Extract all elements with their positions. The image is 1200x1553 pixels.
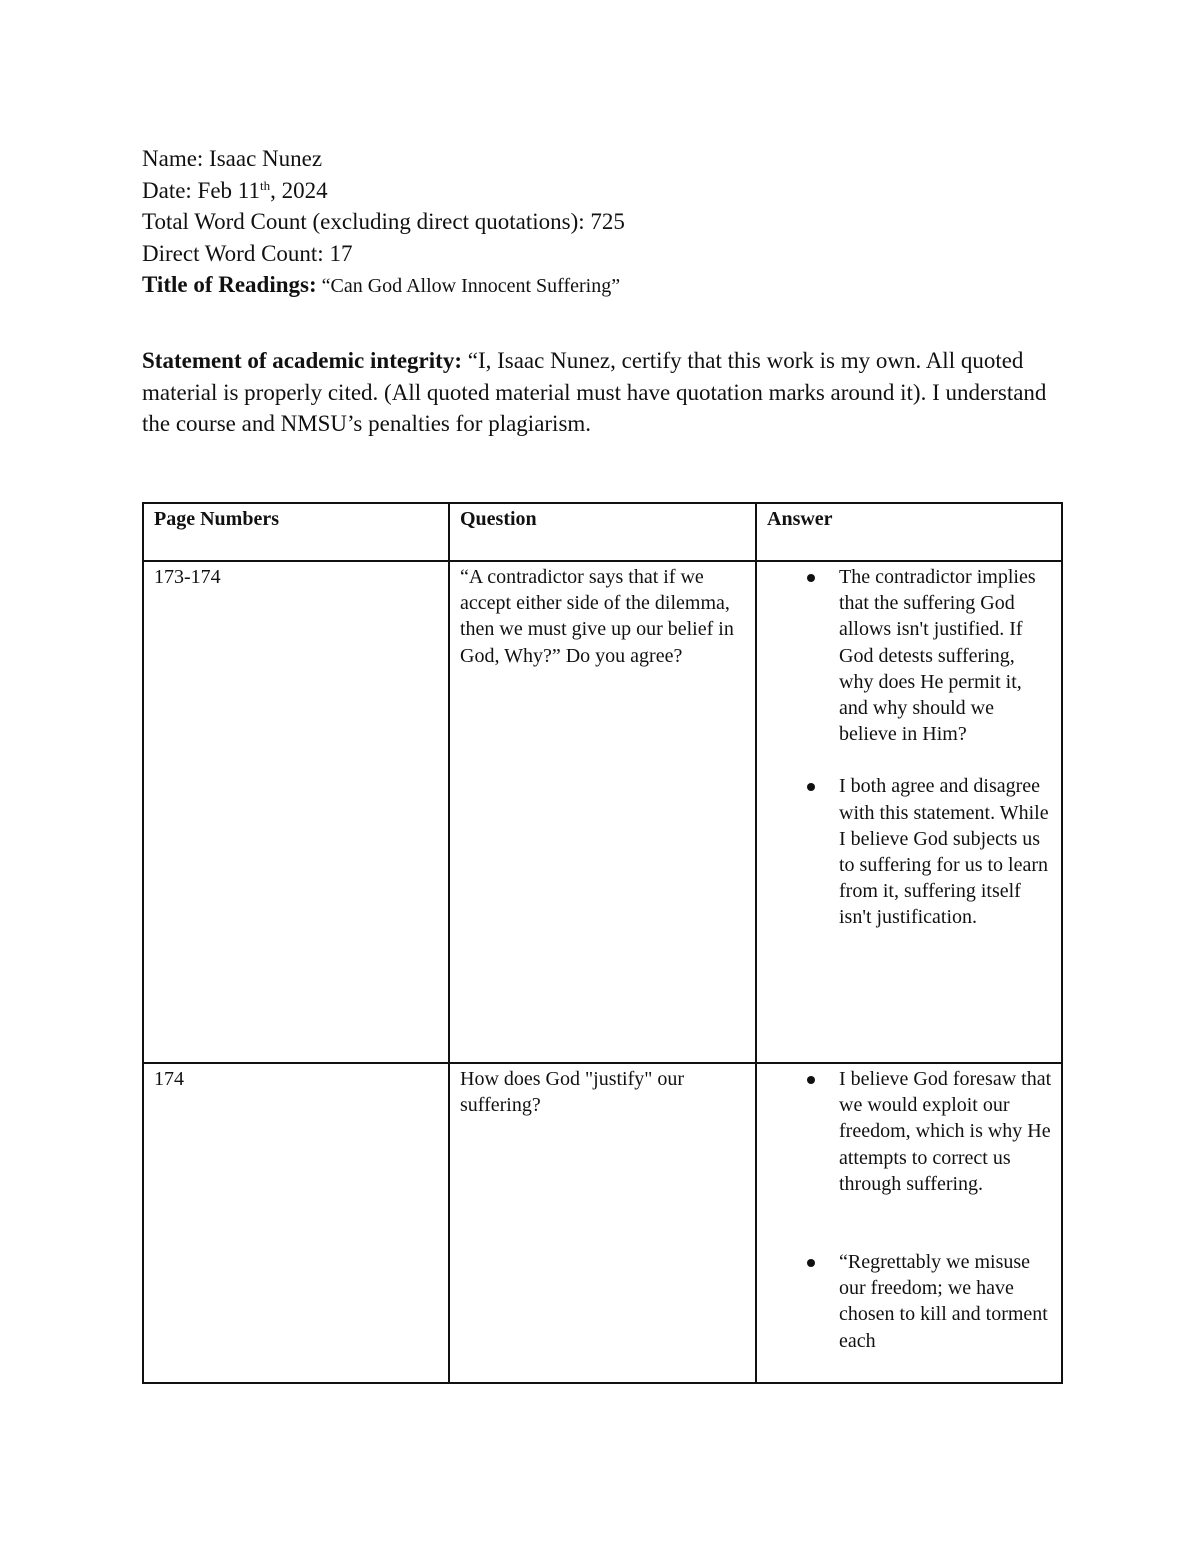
table-row (143, 561, 1062, 1063)
answer-list (767, 564, 1053, 931)
page-numbers-cell: 174 (143, 1063, 449, 1383)
integrity-label: Statement of academic integrity: (142, 348, 462, 373)
question-cell: “A contradictor says that if we accept either side of the dilemma, then we must give up our belief in God, Why?” Do you agree? (449, 561, 756, 1063)
question-cell: How does God "justify" our suffering? (449, 1063, 756, 1383)
header-answer: Answer (756, 503, 1062, 561)
integrity-text: “I, Isaac Nunez, certify that this work is my own. All quoted material is properly cited. (All quoted material must have quotation marks around it). I understand the course and NMSU’s penalties for plagiarism. (142, 348, 1047, 436)
readings-title-line (142, 269, 1072, 303)
header-question: Question (449, 503, 756, 561)
assignment-header (142, 143, 1072, 303)
answer-list (767, 1066, 1053, 1354)
academic-integrity-statement (142, 345, 1072, 440)
readings-title-value: “Can God Allow Innocent Suffering” (316, 275, 621, 297)
table-row (143, 1063, 1062, 1383)
readings-title-label: Title of Readings: (142, 272, 317, 297)
date-line (142, 175, 1072, 207)
name-line: Name: Isaac Nunez (142, 146, 323, 171)
header-page-numbers: Page Numbers (143, 503, 449, 561)
direct-word-count-line: Direct Word Count: 17 (142, 240, 353, 266)
answer-cell (756, 561, 1062, 1063)
date-superscript: th (259, 177, 271, 193)
answer-bullet: The contradictor implies that the suffering God allows isn't justified. If God detests suffering, why does He permit it, and why should we believe in Him? (839, 564, 1053, 747)
answer-bullet: I believe God foresaw that we would exploit our freedom, which is why He attempts to correct us through suffering. (839, 1066, 1053, 1197)
reading-questions-table (142, 502, 1063, 1384)
page-numbers-cell: 173-174 (143, 561, 449, 1063)
answer-bullet: “Regrettably we misuse our freedom; we have chosen to kill and torment each (839, 1249, 1053, 1354)
date-suffix: , 2024 (270, 177, 328, 203)
date-prefix: Date: Feb 11 (142, 177, 260, 203)
total-word-count-line: Total Word Count (excluding direct quotations): 725 (142, 209, 625, 234)
table-header-row (143, 503, 1062, 561)
answer-bullet: I both agree and disagree with this statement. While I believe God subjects us to suffering for us to learn from it, suffering itself isn't justification. (839, 773, 1053, 930)
answer-cell (756, 1063, 1062, 1383)
